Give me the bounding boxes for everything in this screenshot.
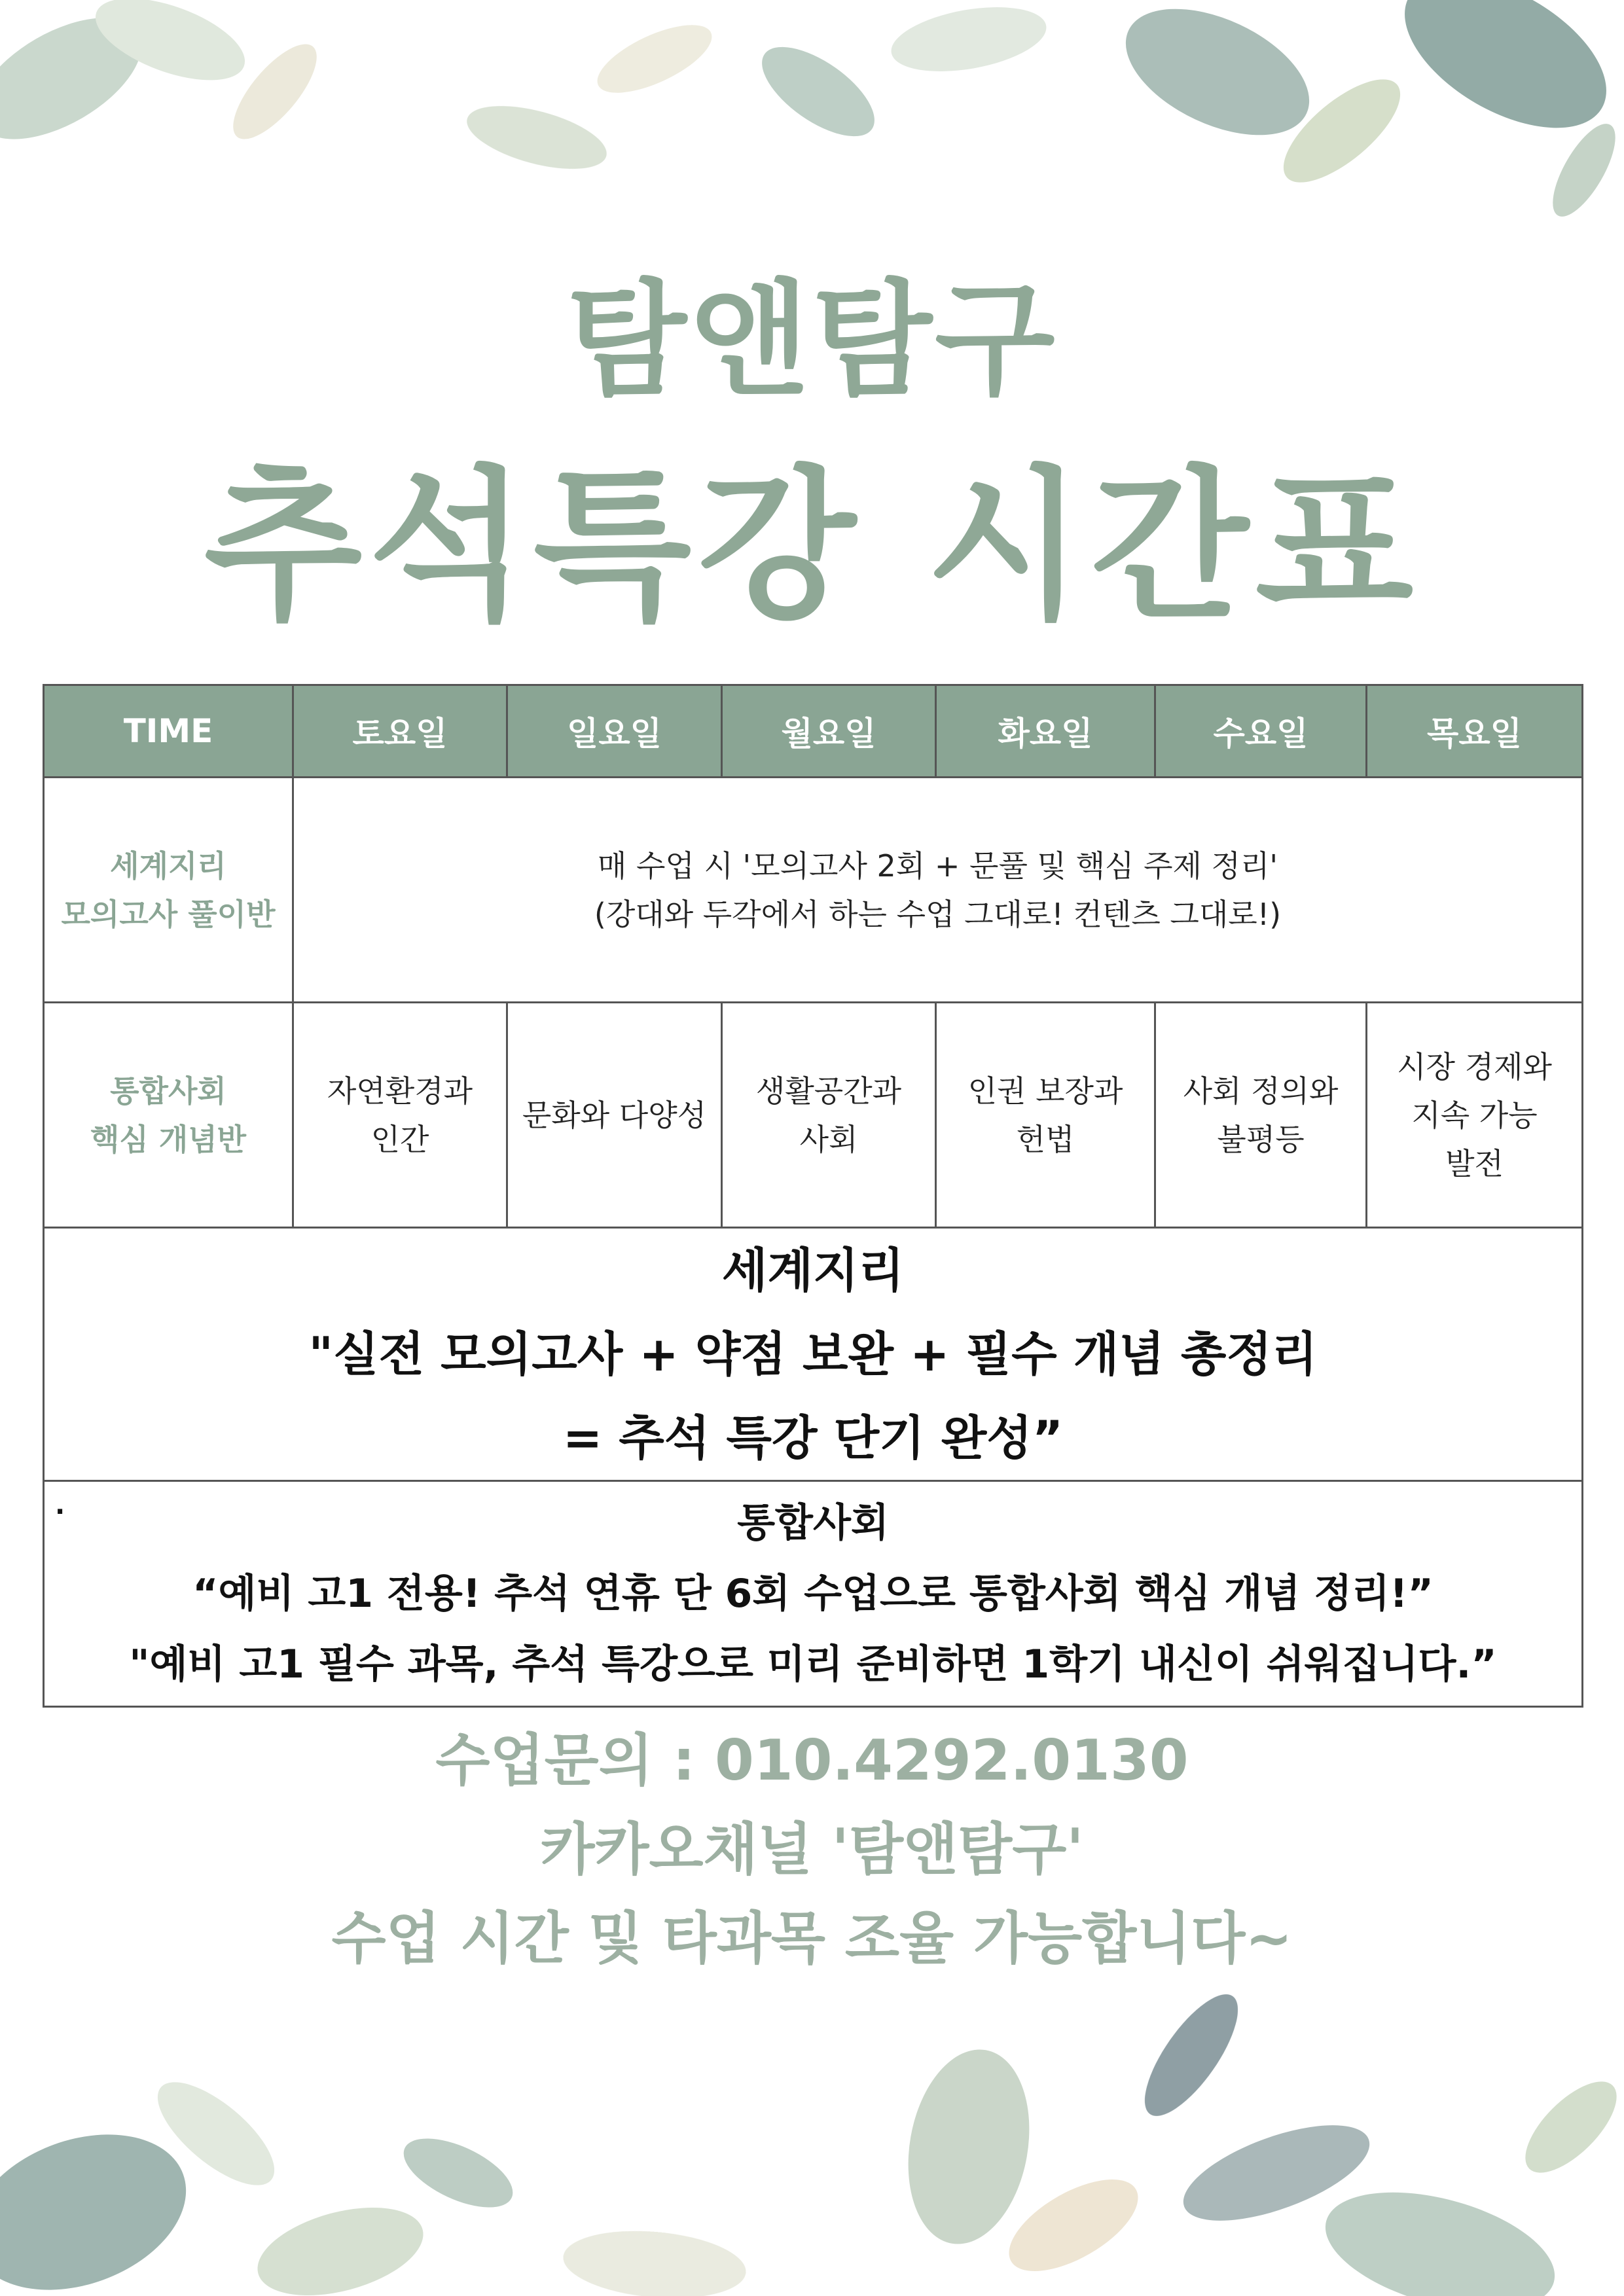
timetable-row-world-geography-promo bbox=[44, 1228, 1583, 1481]
row-label-integrated-society: 통합사회 핵심 개념반 bbox=[44, 1003, 293, 1228]
world-geography-description: 매 수업 시 '모의고사 2회 + 문풀 및 핵심 주제 정리' (강대와 두각에서 하는 수업 그대로! 컨텐츠 그대로!) bbox=[293, 778, 1583, 1003]
timetable-header-row bbox=[44, 685, 1583, 778]
contact-phone: 수업문의 : 010.4292.0130 bbox=[435, 1728, 1189, 1793]
column-header-time: TIME bbox=[44, 685, 293, 778]
leaf-decoration-bottom bbox=[0, 1977, 1624, 2296]
contact-note: 수업 시간 및 타과목 조율 가능합니다~ bbox=[331, 1906, 1293, 1971]
row-label-world-geography: 세계지리 모의고사 풀이반 bbox=[44, 778, 293, 1003]
column-header-tuesday: 화요일 bbox=[936, 685, 1155, 778]
title-brand: 탐앤탐구 bbox=[566, 268, 1058, 412]
column-header-thursday: 목요일 bbox=[1367, 685, 1583, 778]
timetable-row-integrated-society-promo bbox=[44, 1481, 1583, 1707]
column-header-wednesday: 수요일 bbox=[1155, 685, 1367, 778]
timetable bbox=[43, 684, 1583, 1708]
schedule-cell-monday: 생활공간과 사회 bbox=[722, 1003, 936, 1228]
schedule-cell-saturday: 자연환경과 인간 bbox=[293, 1003, 507, 1228]
timetable-row-integrated-society bbox=[44, 1003, 1583, 1228]
schedule-cell-tuesday: 인권 보장과 헌법 bbox=[936, 1003, 1155, 1228]
world-geography-promo: 세계지리 "실전 모의고사 + 약점 보완 + 필수 개념 총정리 = 추석 특강 단기 완성” bbox=[44, 1228, 1583, 1481]
contact-kakao: 카카오채널 '탐앤탐구' bbox=[540, 1817, 1084, 1882]
schedule-cell-thursday: 시장 경제와 지속 가능 발전 bbox=[1367, 1003, 1583, 1228]
schedule-cell-sunday: 문화와 다양성 bbox=[507, 1003, 722, 1228]
title-main: 추석특강 시간표 bbox=[204, 451, 1420, 641]
column-header-sunday: 일요일 bbox=[507, 685, 722, 778]
integrated-society-promo: · 통합사회 “예비 고1 전용! 추석 연휴 단 6회 수업으로 통합사회 핵심 개념 정리!” "예비 고1 필수 과목, 추석 특강으로 미리 준비하면 1학기 내신이 쉬워집니다.” bbox=[44, 1481, 1583, 1707]
leaf-decoration-top bbox=[0, 0, 1624, 281]
timetable-row-world-geography bbox=[44, 778, 1583, 1003]
bullet-dot: · bbox=[55, 1497, 65, 1527]
column-header-monday: 월요일 bbox=[722, 685, 936, 778]
schedule-cell-wednesday: 사회 정의와 불평등 bbox=[1155, 1003, 1367, 1228]
column-header-saturday: 토요일 bbox=[293, 685, 507, 778]
